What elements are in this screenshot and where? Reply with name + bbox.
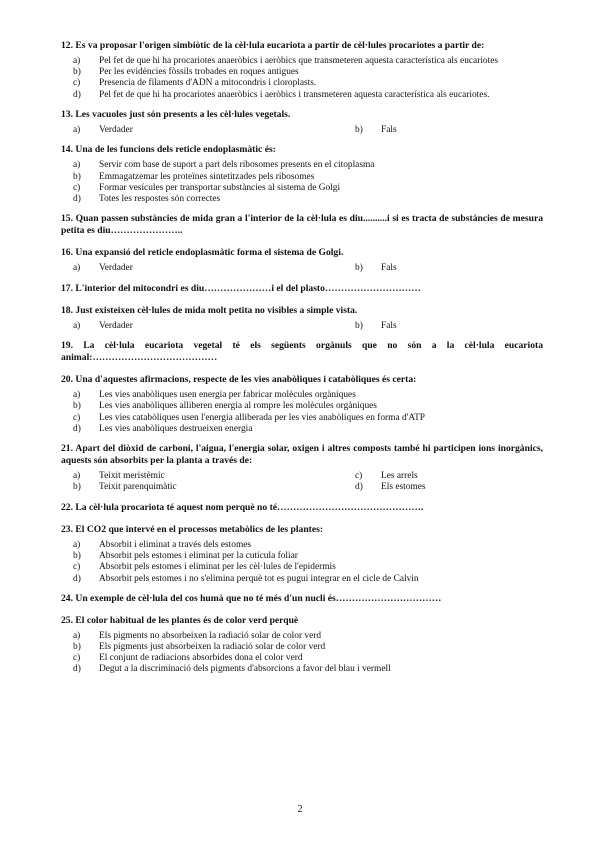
question-17 [61, 283, 543, 305]
question-text: 22. La cèl·lula procariota té aquest nom perquè no té………………………………………. [61, 501, 424, 513]
option-letter: c) [73, 653, 81, 664]
option-text: Teixit parenquimàtic [99, 482, 177, 493]
option-b [343, 321, 543, 333]
option-b [61, 401, 543, 412]
option-a [61, 160, 543, 171]
question-22 [61, 502, 543, 524]
option-c [61, 413, 543, 424]
option-letter: b) [355, 263, 363, 274]
option-b [61, 67, 543, 78]
option-a [61, 390, 543, 401]
option-letter: a) [73, 263, 81, 274]
option-text: Les vies catabòliques usen l'energia alliberada per les vies anabòliques en forma d'ATP [99, 412, 426, 423]
option-text: Absorbit pels estomes i eliminat per la cutícula foliar [99, 551, 298, 562]
question-12 [61, 40, 543, 101]
question-text: 23. El CO2 que intervé en el processos metabòlics de les plantes: [61, 523, 324, 535]
option-d [61, 574, 543, 585]
option-text: Servir com base de suport a part dels ribosomes presents en el citoplasma [99, 160, 375, 171]
option-letter: d) [73, 423, 81, 434]
question-19 [61, 340, 543, 374]
option-letter: a) [73, 630, 81, 641]
option-c [61, 653, 543, 664]
option-b [61, 482, 343, 494]
option-a [61, 540, 543, 551]
option-text: Els pigments no absorbeixen la radiació solar de color verd [99, 630, 322, 641]
option-b [61, 551, 543, 562]
option-b [61, 642, 543, 653]
option-letter: c) [73, 78, 81, 89]
option-c [61, 78, 543, 89]
option-text: Fals [381, 320, 397, 331]
option-c [343, 471, 543, 483]
option-text: Els pigments just absorbeixen la radiació solar de color verd [99, 641, 326, 652]
option-letter: d) [73, 193, 81, 204]
option-text: Emmagatzemar les proteïnes sintetitzades pels ribosomes [99, 171, 315, 182]
question-23 [61, 524, 543, 585]
option-letter: c) [355, 470, 363, 481]
page-number: 2 [297, 804, 303, 815]
question-text: 19. La cèl·lula eucariota vegetal té els següents orgànuls que no són a la cèl·lula eucariota animal:………………………………… [61, 340, 543, 364]
option-b [61, 172, 543, 183]
question-text: 24. Un exemple de cèl·lula del cos humà que no té més d'un nucli és…………………………… [61, 592, 442, 604]
option-text: Els estomes [381, 482, 426, 493]
question-text: 17. L'interior del mitocondri es diu…………………i el del plasto………………………… [61, 282, 421, 294]
option-letter: a) [73, 320, 81, 331]
option-c [61, 562, 543, 573]
option-text: Pel fet de que hi ha procariotes anaeròbics i aeròbics que transmeteren aquesta característica als eucariotes [99, 56, 499, 66]
option-letter: c) [73, 412, 81, 423]
option-text: Per les evidències fòssils trobades en roques antigues [99, 67, 299, 78]
option-letter: a) [73, 56, 81, 66]
option-text: Absorbit pels estomes i eliminat per les cèl·lules de l'epidermis [99, 562, 336, 573]
option-letter: c) [73, 182, 81, 193]
option-d [61, 664, 543, 675]
option-d [61, 424, 543, 435]
option-letter: b) [73, 641, 81, 652]
option-letter: d) [73, 573, 81, 584]
question-15 [61, 213, 543, 247]
option-letter: a) [73, 470, 81, 481]
option-c [61, 183, 543, 194]
question-text: 21. Apart del diòxid de carboni, l'aigua, l'energia solar, oxigen i altres composts també hi participen ions inorgànics, aquests són absorbits per la planta a través de: [61, 442, 543, 466]
option-a [61, 321, 343, 333]
option-list [61, 631, 543, 676]
option-text: Absorbit i eliminat a través dels estomes [99, 539, 252, 550]
option-letter: b) [73, 171, 81, 182]
question-text: 16. Una expansió del reticle endoplasmàtic forma el sistema de Golgi. [61, 247, 344, 259]
option-letter: a) [73, 539, 81, 550]
option-text: Presencia de filaments d'ADN a mitocondris i cloroplasts. [99, 78, 317, 89]
option-list [61, 160, 543, 205]
option-letter: d) [73, 89, 81, 100]
question-list [61, 40, 543, 684]
option-text: El conjunt de radiacions absorbides dona el color verd [99, 653, 303, 664]
question-13 [61, 109, 543, 137]
question-21 [61, 443, 543, 494]
option-text: Absorbit pels estomes i no s'elimina perquè tot es pugui integrar en el cicle de Calvin [99, 573, 419, 584]
question-14 [61, 144, 543, 205]
option-text: Les vies anabòliques destrueixen energia [99, 423, 253, 434]
option-d [61, 90, 543, 101]
option-text: Formar vesícules per transportar substàncies al sistema de Golgi [99, 182, 341, 193]
option-text: Degut a la discriminació dels pigments d'absorcions a favor del blau i vermell [99, 664, 391, 675]
option-letter: d) [355, 482, 363, 493]
option-text: Teixit meristèmic [99, 470, 165, 481]
question-text: 12. Es va proposar l'origen simbiòtic de la cèl·lula eucariota a partir de cèl·lules procariotes a partir de: [61, 40, 485, 51]
option-text: Les vies anabòliques alliberen energia al rompre les molècules orgàniques [99, 401, 377, 412]
option-letter: c) [73, 562, 81, 573]
option-a [61, 56, 543, 67]
option-letter: b) [73, 482, 81, 493]
question-text: 25. El color habitual de les plantes és de color verd perquè [61, 614, 299, 626]
option-letter: b) [73, 551, 81, 562]
option-list [61, 390, 543, 435]
question-20 [61, 374, 543, 435]
option-a [61, 263, 343, 275]
option-b [343, 125, 543, 137]
option-list [61, 125, 543, 137]
option-text: Les arrels [381, 470, 418, 481]
question-24 [61, 593, 543, 615]
option-list [61, 471, 543, 494]
option-text: Fals [381, 263, 397, 274]
option-list [61, 540, 543, 585]
option-letter: b) [73, 67, 81, 78]
option-text: Fals [381, 124, 397, 135]
question-16 [61, 247, 543, 275]
option-text: Les vies anabòliques usen energia per fabricar molècules orgàniques [99, 390, 356, 401]
option-b [343, 263, 543, 275]
option-letter: b) [355, 124, 363, 135]
option-text: Verdader [99, 124, 133, 135]
option-d [61, 194, 543, 205]
question-text: 15. Quan passen substàncies de mida gran a l'interior de la cèl·lula es diu..........i si es tracta de substàncies de mesura petita es diu………………….. [61, 213, 543, 237]
question-text: 13. Les vacuoles just són presents a les cèl·lules vegetals. [61, 108, 291, 120]
option-a [61, 631, 543, 642]
option-letter: a) [73, 390, 81, 401]
option-text: Totes les respostes són correctes [99, 193, 221, 204]
option-text: Pel fet de que hi ha procariotes anaeròbics i aeròbics i transmeteren aquesta característica als eucariotes. [99, 89, 490, 100]
option-a [61, 471, 343, 483]
option-letter: b) [73, 401, 81, 412]
question-text: 14. Una de les funcions dels reticle endoplasmàtic és: [61, 144, 276, 156]
option-list [61, 321, 543, 333]
question-text: 18. Just existeixen cèl·lules de mida molt petita no visibles a simple vista. [61, 304, 358, 316]
question-25 [61, 615, 543, 676]
question-18 [61, 305, 543, 333]
option-letter: a) [73, 124, 81, 135]
option-d [343, 482, 543, 494]
option-text: Verdader [99, 263, 133, 274]
option-list [61, 56, 543, 101]
option-letter: d) [73, 664, 81, 675]
option-text: Verdader [99, 320, 133, 331]
option-letter: a) [73, 160, 81, 171]
option-letter: b) [355, 320, 363, 331]
option-a [61, 125, 343, 137]
question-text: 20. Una d'aquestes afirmacions, respecte de les vies anabòliques i catabòliques és certa: [61, 374, 417, 386]
option-list [61, 263, 543, 275]
